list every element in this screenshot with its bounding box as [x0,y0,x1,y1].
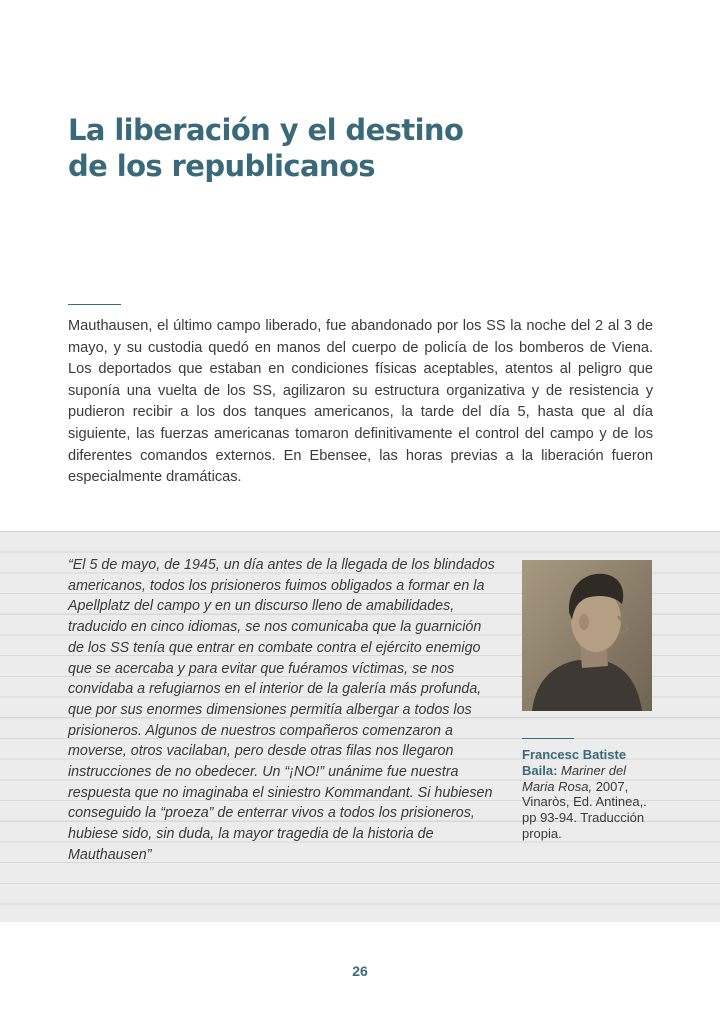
caption-details: 2007, Vinaròs, Ed. Antinea,. pp 93-94. Traducción propia. [522,778,647,841]
caption-author: Francesc Batiste Baila: [522,747,627,778]
intro-divider [68,304,121,305]
page-title-line-2: de los republicanos [68,149,375,183]
page-title [68,112,628,184]
portrait-illustration [522,560,652,711]
page-number: 26 [352,963,368,979]
page-title-line-1: La liberación y el destino [68,113,464,147]
caption-book-title: Mariner del Maria Rosa, [522,762,627,794]
testimony-quote: “El 5 de mayo, de 1945, un día antes de la llegada de los blindados americanos, todos los prisioneros fuimos obligados a formar en la Apellplatz del campo y en un discurso lleno de amabilidades, traducido en cinco idiomas, se nos comunicaba que la guarnición de los SS tenía que entrar en combate contra el ejército enemigo que se acercaba y para evitar que fuéramos víctimas, se nos convidaba a refugiarnos en el interior de la galería más profunda, que por sus enormes dimensiones permitía albergar a todos los prisioneros. Algunos de nuestros compañeros comenzaron a moverse, otros vacilaban, pero desde otras filas nos llegaron instrucciones de no obedecer. Un “¡NO!” unánime fue nuestra respuesta que no imaginaba el siniestro Kommandant. Si hubiesen conseguido la “proeza” de enterrar vivos a todos los prisioneros, hubiese sido, sin duda, la mayor tragedia de la historia de Mauthausen” [68,557,495,863]
photo-caption [522,747,657,842]
caption-divider [522,738,574,739]
intro-paragraph: Mauthausen, el último campo liberado, fue abandonado por los SS la noche del 2 al 3 de mayo, y su custodia quedó en manos del cuerpo de policía de los bomberos de Viena. Los deportados que estaban en condiciones físicas aceptables, atentos al peligro que suponía una vuelta de los SS, agilizaron su estructura organizativa y de resistencia y pudieron recibir a los dos tanques americanos, la tarde del día 5, hasta que al día siguiente, las fuerzas americanas tomaron definitivamente el control del campo y de los diferentes comandos externos. En Ebensee, las horas previas a la liberación fueron especialmente dramáticas. [68,318,653,486]
portrait-photo [522,560,652,711]
